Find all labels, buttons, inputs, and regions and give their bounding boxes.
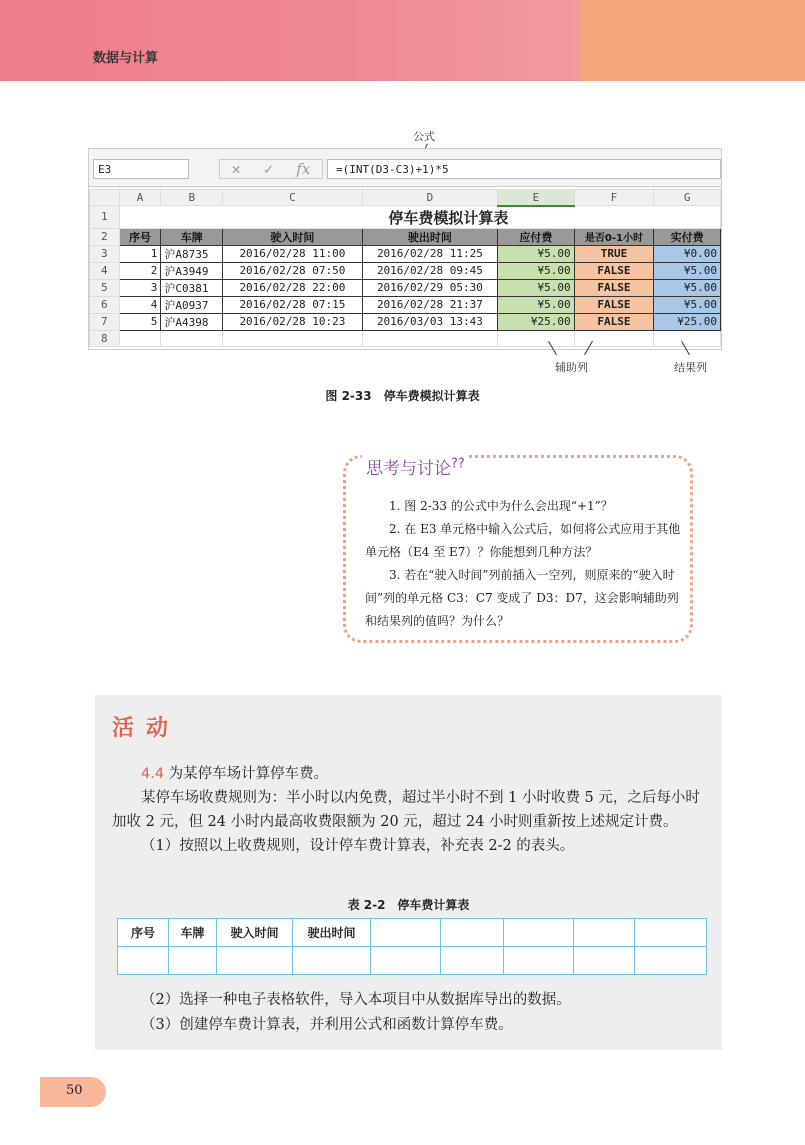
activity-step-2: （2）选择一种电子表格软件，导入本项目中从数据库导出的数据。 <box>141 992 571 1008</box>
row-header: 4 <box>90 262 120 279</box>
header-row <box>90 228 721 245</box>
data-row <box>90 245 721 262</box>
cell: ¥25.00 <box>654 313 721 330</box>
row-header: 3 <box>90 245 120 262</box>
sheet-grid <box>89 189 721 347</box>
cell: ¥5.00 <box>654 296 721 313</box>
cell: 沪A0937 <box>161 296 223 313</box>
header-band <box>0 0 580 81</box>
header-band-accent <box>580 0 805 81</box>
header-cell: 车牌 <box>169 919 217 947</box>
cell: 2016/02/28 07:15 <box>223 296 362 313</box>
activity-step-1: （1）按照以上收费规则，设计停车费计算表，补充表 2-2 的表头。 <box>141 838 575 854</box>
fx-icon: fx <box>296 160 311 178</box>
name-box: E3 <box>93 159 189 179</box>
cell: ¥0.00 <box>654 245 721 262</box>
header-cell: 驶出时间 <box>293 919 371 947</box>
activity-title: 活动 <box>112 716 181 741</box>
col-header: E <box>498 190 574 206</box>
header-cell: 驶出时间 <box>362 228 498 245</box>
header-cell: 驶入时间 <box>217 919 293 947</box>
label-helper-column: 辅助列 <box>555 361 588 374</box>
table-empty-row <box>118 947 707 975</box>
cell: 1 <box>119 245 161 262</box>
activity-task: 为某停车场计算停车费。 <box>168 766 329 782</box>
page-number: 50 <box>40 1077 106 1107</box>
cell: ¥5.00 <box>654 279 721 296</box>
think-title-text: 思考与讨论 <box>366 459 451 479</box>
cell: FALSE <box>574 296 654 313</box>
check-icon: ✓ <box>263 160 273 178</box>
cell: 2016/02/28 21:37 <box>362 296 498 313</box>
row-header: 2 <box>90 228 120 245</box>
cell: 2016/02/28 09:45 <box>362 262 498 279</box>
cell: 2 <box>119 262 161 279</box>
data-row <box>90 262 721 279</box>
empty-row <box>90 330 721 346</box>
question-1: 1. 图 2-33 的公式中为什么会出现“+1”？ <box>389 499 613 513</box>
col-header: G <box>654 190 721 206</box>
spreadsheet-screenshot <box>88 148 722 350</box>
table-header-row <box>118 919 707 947</box>
col-header: D <box>362 190 498 206</box>
data-row <box>90 279 721 296</box>
activity-steps <box>112 988 707 1038</box>
data-row <box>90 313 721 330</box>
header-cell: 是否0-1小时 <box>574 228 654 245</box>
cell: FALSE <box>574 313 654 330</box>
cell: ¥5.00 <box>498 296 574 313</box>
cell: FALSE <box>574 262 654 279</box>
activity-step-3: （3）创建停车费计算表，并利用公式和函数计算停车费。 <box>141 1017 513 1033</box>
cell: ¥5.00 <box>498 262 574 279</box>
row-header: 5 <box>90 279 120 296</box>
header-cell: 驶入时间 <box>223 228 362 245</box>
cell: 2016/02/29 05:30 <box>362 279 498 296</box>
chapter-title: 数据与计算 <box>93 51 159 66</box>
col-header: B <box>161 190 223 206</box>
think-questions <box>365 495 685 633</box>
activity-number: 4.4 <box>141 766 165 782</box>
header-cell: 序号 <box>119 228 161 245</box>
cell: FALSE <box>574 279 654 296</box>
cell: 沪A8735 <box>161 245 223 262</box>
cell: 2016/02/28 11:25 <box>362 245 498 262</box>
row-header: 8 <box>90 330 120 346</box>
cell: ¥5.00 <box>654 262 721 279</box>
cell: 3 <box>119 279 161 296</box>
cell: 2016/02/28 11:00 <box>223 245 362 262</box>
header-cell: 车牌 <box>161 228 223 245</box>
cell: TRUE <box>574 245 654 262</box>
header-cell: 序号 <box>118 919 169 947</box>
cell: ¥5.00 <box>498 245 574 262</box>
cell: 沪C0381 <box>161 279 223 296</box>
col-header: C <box>223 190 362 206</box>
row-header: 7 <box>90 313 120 330</box>
header-cell: 应付费 <box>498 228 574 245</box>
formula-bar <box>89 149 721 187</box>
formula-buttons <box>219 159 323 179</box>
cell: 5 <box>119 313 161 330</box>
cell: 4 <box>119 296 161 313</box>
cell: 沪A4398 <box>161 313 223 330</box>
cell: ¥5.00 <box>498 279 574 296</box>
cell: 2016/02/28 07:50 <box>223 262 362 279</box>
title-row <box>90 206 721 229</box>
question-marks-icon: ?? <box>451 456 465 472</box>
row-header: 1 <box>90 206 120 229</box>
header-cell: 实付费 <box>654 228 721 245</box>
question-2: 2. 在 E3 单元格中输入公式后，如何将公式应用于其他单元格（E4 至 E7）？你能想到几种方法？ <box>365 522 681 559</box>
activity-rule: 某停车场收费规则为：半小时以内免费，超过半小时不到 1 小时收费 5 元，之后每小时加收 2 元，但 24 小时内最高收费限额为 20 元，超过 24 小时则重新按上述规定计费。 <box>112 790 700 830</box>
question-3: 3. 若在“驶入时间”列前插入一空列，则原来的“驶入时间”列的单元格 C3：C7 变成了 D3：D7，这会影响辅助列和结果列的值吗？为什么？ <box>365 568 679 628</box>
formula-input: =(INT(D3-C3)+1)*5 <box>327 159 721 179</box>
cell: ¥25.00 <box>498 313 574 330</box>
table-caption: 表 2-2 停车费计算表 <box>347 898 470 912</box>
label-result-column: 结果列 <box>674 361 707 374</box>
col-header: A <box>119 190 161 206</box>
cell: 2016/02/28 22:00 <box>223 279 362 296</box>
activity-body <box>112 762 707 858</box>
column-headers <box>90 190 721 206</box>
row-header: 6 <box>90 296 120 313</box>
think-title <box>362 454 469 479</box>
figure-caption: 图 2-33 停车费模拟计算表 <box>325 389 480 403</box>
label-formula: 公式 <box>413 130 435 143</box>
col-header: F <box>574 190 654 206</box>
cell: 2016/03/03 13:43 <box>362 313 498 330</box>
table-2-2 <box>117 918 707 975</box>
cancel-icon: ✕ <box>231 160 241 178</box>
data-row <box>90 296 721 313</box>
sheet-title: 停车费模拟计算表 <box>119 206 720 229</box>
cell: 沪A3949 <box>161 262 223 279</box>
cell: 2016/02/28 10:23 <box>223 313 362 330</box>
